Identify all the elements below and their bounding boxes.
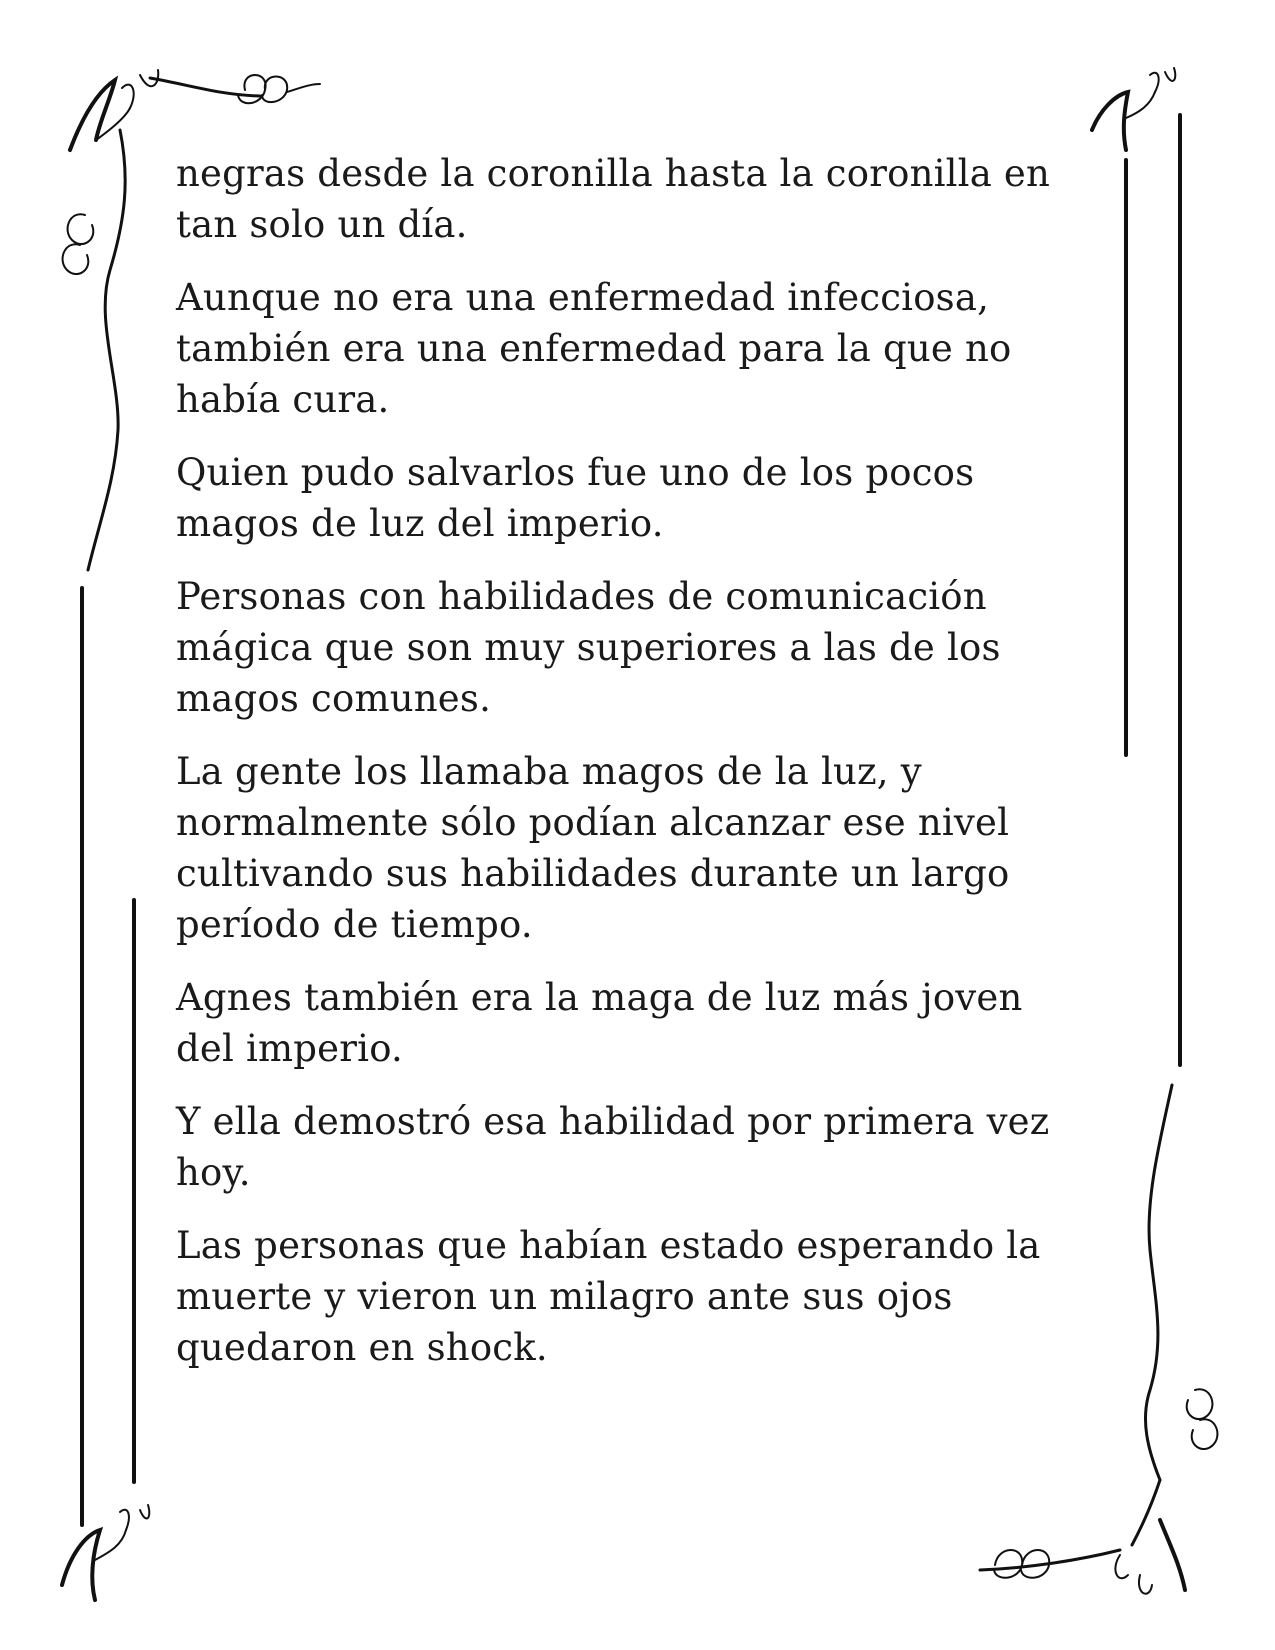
paragraph: Aunque no era una enfermedad infecciosa, también era una enfermedad para la que no había cura.	[176, 276, 1012, 421]
paragraph: Las personas que habían estado esperando la muerte y vieron un milagro ante sus ojos quedaron en shock.	[176, 1224, 1041, 1369]
flourish-top-right	[1092, 68, 1175, 150]
paragraph: Personas con habilidades de comunicación mágica que son muy superiores a las de los magos comunes.	[176, 575, 1001, 720]
paragraph: Agnes también era la maga de luz más joven del imperio.	[176, 976, 1023, 1070]
story-text	[176, 148, 1076, 1395]
paragraph: La gente los llamaba magos de la luz, y normalmente sólo podían alcanzar ese nivel cultivando sus habilidades durante un largo período de tiempo.	[176, 750, 1010, 946]
paragraph: negras desde la coronilla hasta la coronilla en tan solo un día.	[176, 152, 1051, 246]
flourish-bottom-left	[62, 1505, 149, 1600]
paragraph: Quien pudo salvarlos fue uno de los pocos magos de luz del imperio.	[176, 451, 975, 545]
paragraph: Y ella demostró esa habilidad por primera vez hoy.	[176, 1100, 1050, 1194]
